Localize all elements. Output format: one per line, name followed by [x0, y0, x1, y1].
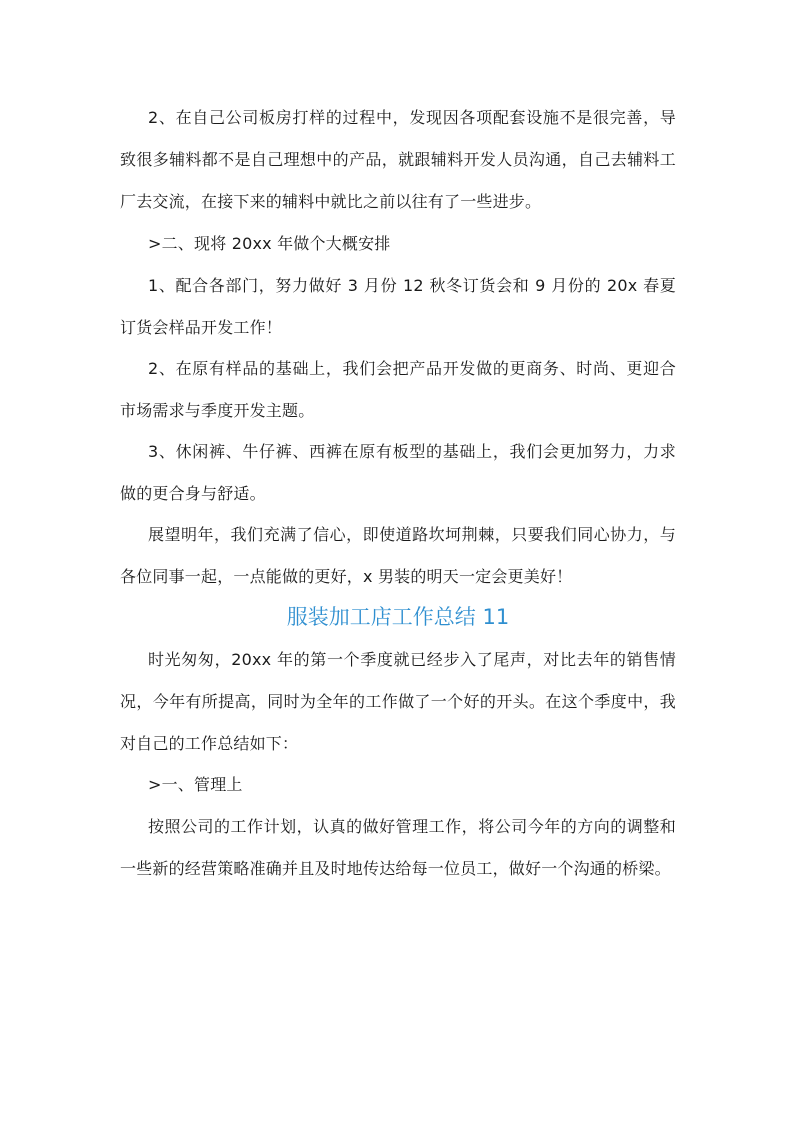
subheading-arrangement: >二、现将 20xx 年做个大概安排 — [148, 234, 391, 253]
paragraph-item-2: 2、在原有样品的基础上，我们会把产品开发做的更商务、时尚、更迎合市场需求与季度开发主题。 — [120, 359, 676, 420]
paragraph-quarter-summary: 时光匆匆，20xx 年的第一个季度就已经步入了尾声，对比去年的销售情况，今年有所提高，同时为全年的工作做了一个好的开头。在这个季度中，我对自己的工作总结如下： — [120, 650, 676, 753]
paragraph-item-1: 1、配合各部门，努力做好 3 月份 12 秋冬订货会和 9 月份的 20x 春夏订货会样品开发工作！ — [120, 276, 676, 337]
paragraph-item-3: 3、休闲裤、牛仔裤、西裤在原有板型的基础上，我们会更加努力，力求做的更合身与舒适。 — [120, 442, 676, 503]
paragraph-management: 按照公司的工作计划，认真的做好管理工作，将公司今年的方向的调整和一些新的经营策略准确并且及时地传达给每一位员工，做好一个沟通的桥梁。 — [120, 817, 676, 878]
subheading-management: >一、管理上 — [148, 775, 243, 794]
paragraph-outlook: 展望明年，我们充满了信心，即使道路坎坷荆棘，只要我们同心协力，与各位同事一起，一点能做的更好，x 男装的明天一定会更美好！ — [120, 525, 676, 586]
section-title: 服装加工店工作总结 11 — [286, 605, 510, 629]
paragraph-auxiliary-materials: 2、在自己公司板房打样的过程中，发现因各项配套设施不是很完善，导致很多辅料都不是自己理想中的产品，就跟辅料开发人员沟通，自己去辅料工厂去交流，在接下来的辅料中就比之前以往有了一些进步。 — [120, 108, 676, 211]
